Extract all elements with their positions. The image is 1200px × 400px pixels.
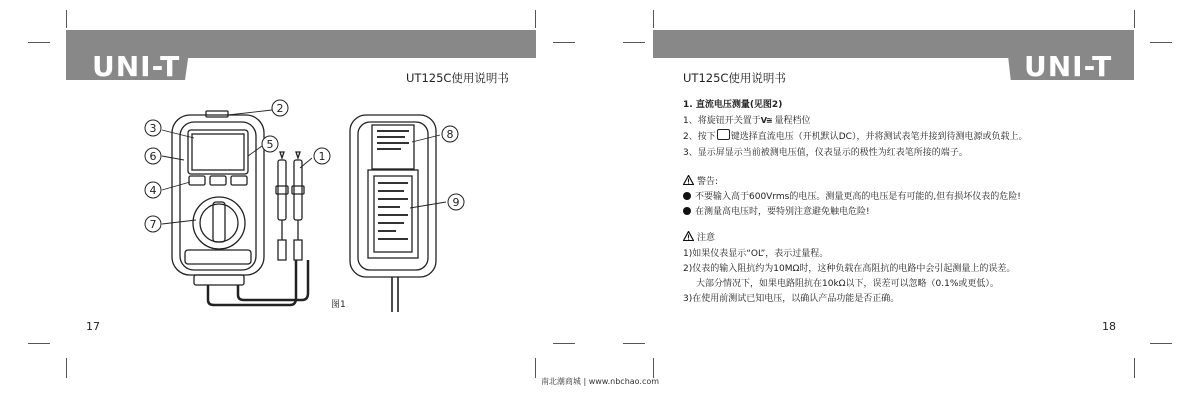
warning-title-text: 警告: — [697, 176, 719, 187]
callout-label: 3 — [149, 122, 157, 135]
crop-mark — [1134, 10, 1135, 28]
crop-mark — [553, 343, 575, 344]
crop-mark — [535, 10, 536, 28]
warning-icon — [683, 175, 694, 185]
step-text: 量程档位 — [774, 116, 811, 127]
warning-item — [683, 205, 1153, 220]
note-item: 2)仪表的输入阻抗约为10MΩ时，这种负载在高阻抗的电路中会引起测量上的误差。 — [683, 263, 1016, 274]
callout-label: 5 — [266, 138, 274, 151]
probe-black — [294, 160, 302, 220]
step-1 — [683, 113, 1153, 129]
left-brand-logo: UNI-T — [92, 50, 181, 83]
dc-voltage-range-icon: V≅ — [760, 116, 772, 126]
right-brand-logo: UNI-T — [1024, 50, 1113, 83]
callout-label: 6 — [149, 150, 157, 163]
note-item: 3)在使用前测试已知电压，以确认产品功能是否正确。 — [683, 294, 900, 305]
select-button-icon — [717, 129, 730, 140]
crop-mark — [623, 343, 645, 344]
right-page-title: UT125C使用说明书 — [683, 71, 786, 85]
callout-label: 1 — [318, 150, 326, 163]
crop-mark — [66, 358, 67, 378]
figure-caption: 图1 — [331, 300, 346, 310]
step-3: 3、显示屏显示当前被测电压值，仪表显示的极性为红表笔所接的端子。 — [683, 147, 968, 158]
crop-mark — [653, 358, 654, 378]
callout-label: 7 — [149, 218, 157, 231]
meter-display — [188, 130, 248, 174]
crop-mark — [553, 42, 575, 43]
bullet-icon — [683, 192, 691, 200]
callout-label: 4 — [149, 184, 157, 197]
probe-red — [278, 160, 286, 220]
step-2 — [683, 129, 1153, 145]
crop-mark — [28, 42, 50, 43]
right-page-content — [683, 98, 1153, 307]
warning-text: 在测量高电压时，要特别注意避免触电危险! — [695, 207, 870, 218]
note-item: 1)如果仪表显示“OL”，表示过量程。 — [683, 248, 829, 259]
note-title-text: 注意 — [697, 233, 716, 244]
bullet-icon — [683, 207, 691, 215]
section-heading: 1. 直流电压测量(见图2) — [683, 100, 783, 110]
step-text: 1、将旋钮开关置于 — [683, 116, 761, 127]
warning-text: 不要输入高于600Vrms的电压。测量更高的电压是有可能的,但有损坏仪表的危险! — [695, 192, 1021, 203]
note-title — [683, 231, 1153, 246]
footer-watermark: 南北潮商城 | www.nbchao.com — [540, 377, 660, 386]
callout-label: 8 — [446, 128, 454, 141]
left-page-title: UT125C使用说明书 — [406, 71, 509, 85]
crop-mark — [1150, 343, 1172, 344]
step-text: 键选择直流电压（开机默认DC），并将测试表笔并接到待测电源或负载上。 — [730, 132, 1028, 143]
figure-1-multimeter — [110, 90, 490, 320]
crop-mark — [1150, 42, 1172, 43]
crop-mark — [535, 358, 536, 378]
right-page-number: 18 — [1102, 320, 1116, 333]
warning-item — [683, 190, 1153, 205]
callout-label: 2 — [276, 102, 284, 115]
crop-mark — [28, 343, 50, 344]
left-page-number: 17 — [86, 320, 100, 333]
note-item: 大部分情况下，如果电路阻抗在10kΩ以下，误差可以忽略（0.1%或更低）。 — [696, 279, 999, 290]
callout-label: 9 — [452, 196, 460, 209]
meter-knob — [193, 197, 245, 249]
crop-mark — [66, 10, 67, 28]
step-text: 2、按下 — [683, 132, 716, 143]
crop-mark — [623, 42, 645, 43]
crop-mark — [1134, 358, 1135, 378]
warning-title — [683, 175, 1153, 190]
caution-icon — [683, 231, 694, 241]
crop-mark — [653, 10, 654, 28]
